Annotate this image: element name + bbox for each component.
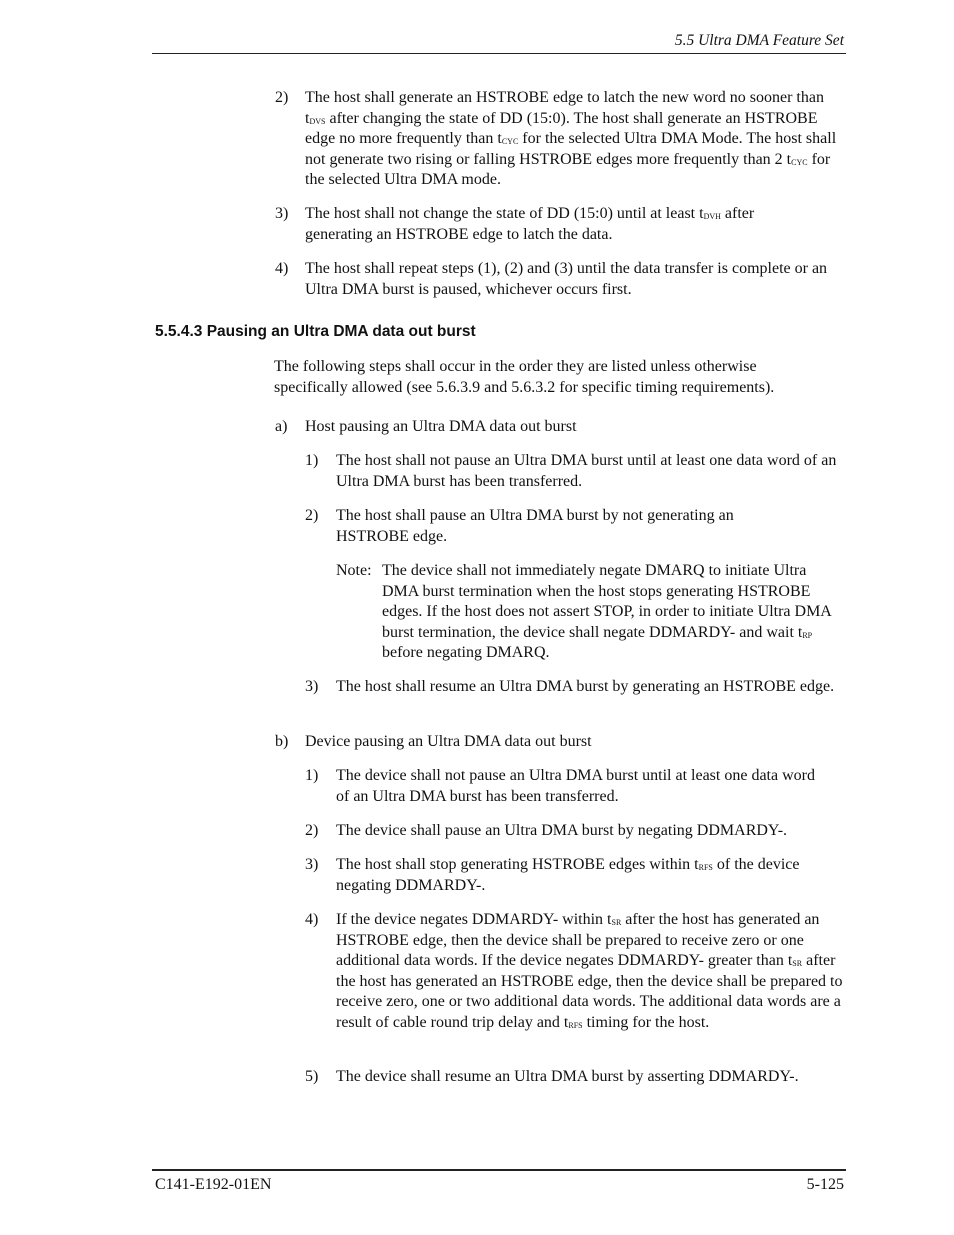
list-number: 1) bbox=[305, 452, 319, 469]
intro-paragraph: The following steps shall occur in the order they are listed unless otherwise specifically allowed (see 5.6.3.9 and 5.6.3.2 for specific timing requirements). bbox=[274, 358, 775, 396]
list-number: 4) bbox=[305, 911, 319, 928]
header-rule bbox=[152, 53, 846, 54]
list-text: The device shall not pause an Ultra DMA burst until at least one data word of an Ultra DMA burst has been transferred. bbox=[336, 767, 815, 805]
subsection-label: a) bbox=[275, 418, 288, 435]
note-label: Note: bbox=[336, 562, 372, 579]
list-number: 2) bbox=[275, 89, 289, 106]
list-text: The device shall resume an Ultra DMA burst by asserting DDMARDY-. bbox=[336, 1068, 799, 1085]
document-id: C141-E192-01EN bbox=[155, 1176, 272, 1193]
list-number: 1) bbox=[305, 767, 319, 784]
subsection-label: b) bbox=[275, 733, 289, 750]
section-heading: 5.5.4.3 Pausing an Ultra DMA data out burst bbox=[155, 323, 476, 340]
list-text: If the device negates DDMARDY- within $t_{SR}$ after the host has generated an HSTROBE edge, then the device shall be prepared to receive zero or one additional data words. If the device negates DDMARDY- greater than $t_{SR}$ after the host has generated an HSTROBE edge, then the device shall be prepared to receive zero, one or two additional data words. The additional data words are a result of cable round trip delay and $t_{RFS}$ timing for the host. bbox=[336, 911, 843, 1031]
list-text: The device shall pause an Ultra DMA burst by negating DDMARDY-. bbox=[336, 822, 788, 839]
list-text: The host shall stop generating HSTROBE edges within $t_{RFS}$ of the device negating DDMARDY-. bbox=[336, 856, 800, 894]
list-text: The host shall resume an Ultra DMA burst by generating an HSTROBE edge. bbox=[336, 678, 835, 695]
list-text: The host shall generate an HSTROBE edge to latch the new word no sooner than $t_{DVS}$ after changing the state of DD (15:0). The host shall generate an HSTROBE edge no more frequently than $t_{CYC}$ for the selected Ultra DMA Mode. The host shall not generate two rising or falling HSTROBE edges more frequently than 2 $t_{CYC}$ for the selected Ultra DMA mode. bbox=[305, 89, 837, 188]
list-text: The host shall not change the state of DD (15:0) until at least $t_{DVH}$ after generating an HSTROBE edge to latch the data. bbox=[305, 205, 755, 243]
list-number: 5) bbox=[305, 1068, 319, 1085]
note-text: The device shall not immediately negate DMARQ to initiate Ultra DMA burst termination when the host stops generating HSTROBE edges. If the host does not assert STOP, in order to initiate Ultra DMA burst termination, the device shall negate DDMARDY- and wait $t_{RP}$ before negating DMARQ. bbox=[382, 562, 831, 661]
subsection-title: Host pausing an Ultra DMA data out burst bbox=[305, 418, 577, 435]
page-number: 5-125 bbox=[806, 1176, 844, 1193]
footer-rule bbox=[152, 1169, 846, 1171]
list-number: 3) bbox=[305, 856, 319, 873]
list-number: 4) bbox=[275, 260, 289, 277]
list-number: 3) bbox=[305, 678, 319, 695]
running-header: 5.5 Ultra DMA Feature Set bbox=[674, 32, 844, 49]
list-text: The host shall repeat steps (1), (2) and (3) until the data transfer is complete or an Ultra DMA burst is paused, whichever occurs first. bbox=[305, 260, 828, 298]
list-number: 3) bbox=[275, 205, 289, 222]
list-text: The host shall pause an Ultra DMA burst by not generating an HSTROBE edge. bbox=[336, 507, 734, 545]
list-text: The host shall not pause an Ultra DMA burst until at least one data word of an Ultra DMA burst has been transferred. bbox=[336, 452, 837, 490]
list-number: 2) bbox=[305, 822, 319, 839]
subsection-title: Device pausing an Ultra DMA data out burst bbox=[305, 733, 592, 750]
list-number: 2) bbox=[305, 507, 319, 524]
